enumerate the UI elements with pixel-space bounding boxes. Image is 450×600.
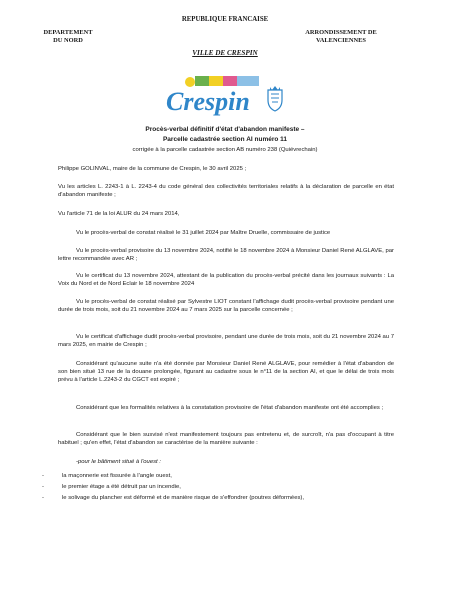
coat-of-arms-icon [268,86,282,111]
title-line-2: Parcelle cadastrée section AI numéro 11 [162,136,288,143]
logo-stripe-yellow [209,76,223,86]
paragraph-posting: Vu le procès-verbal de constat réalisé par Sylvestre LIOT constant l'affichage dudit procès-verbal provisoire pendant une durée de trois mois, soit du 21 novembre 2024 au 7 mars 2025 sur la parcelle concernée ; [58,299,394,314]
paragraph-articles: Vu les articles L. 2243-1 à L. 2243-4 du code général des collectivités territoriales relatifs à la déclaration de parcelle en état d'abandon manifeste ; [58,184,394,199]
logo-wordmark: Crespin [166,87,250,116]
list-item-text: le solivage du plancher est déformé et de manière risque de s'effondrer (poutres déformées), [62,495,305,501]
paragraph-certificate: Vu le certificat du 13 novembre 2024, attestant de la publication du procès-verbal précité dans les journaux suivants : La Voix du Nord et de Nord Eclair le 18 novembre 2024 [58,273,394,288]
paragraph-mayor: Philippe GOLINVAL, maire de la commune de Crespin, le 30 avril 2025 ; [58,166,247,172]
paragraph-no-response: Considérant qu'aucune suite n'a été donnée par Monsieur Daniel René ALGLAVE, pour remédier à l'état d'abandon de son bien situé 13 rue de la douane prolongée, figurant au cadastre sous le n°11 de la section AI, et que le délai de trois mois prévu à l'article L.2243-2 du CGCT est expiré ; [58,361,394,384]
document-title [0,125,450,145]
paragraph-alur: Vu l'article 71 de la loi ALUR du 24 mars 2014, [58,211,180,217]
logo-sun-icon [185,77,195,87]
paragraph-posting-certificate: Vu le certificat d'affichage dudit procès-verbal provisoire, pendant une durée de trois mois, soit du 21 novembre 2024 au 7 mars 2025, en mairie de Crespin ; [58,334,394,349]
department-label [30,29,106,44]
logo-stripe-green [195,76,209,86]
arrondissement-line-1: ARRONDISSEMENT DE [305,29,377,36]
paragraph-condition: Considérant que le bien susvisé n'est manifestement toujours pas entretenu et, de surcroît, n'a pas d'occupant à titre habituel ; qu'en effet, l'état d'abandon se caractérise de la manière suivante : [58,432,394,447]
arrondissement-line-2: VALENCIENNES [316,36,366,44]
logo-stripe-blue [237,76,259,86]
paragraph-provisional: Vu le procès-verbal provisoire du 13 novembre 2024, notifié le 18 novembre 2024 à Monsieur Daniel René ALGLAVE, par lettre recommandée avec AR ; [58,248,394,263]
list-item: - le solivage du plancher est déformé et de manière risque de s'effondrer (poutres déformées), [42,495,305,501]
list-item-text: le premier étage a été détruit par un incendie, [62,484,181,490]
arrondissement-label [286,29,396,44]
department-line-1: DEPARTEMENT [43,29,93,36]
department-line-2: DU NORD [53,36,83,44]
logo-stripe-pink [223,76,237,86]
list-item: - le premier étage a été détruit par un incendie, [42,484,181,490]
paragraph-west-building: -pour le bâtiment situé à l'ouest : [76,459,161,465]
list-item-text: la maçonnerie est fissurée à l'angle ouest, [62,473,172,479]
crespin-logo [160,72,290,118]
city-heading: VILLE DE CRESPIN [192,49,258,57]
title-line-1: Procès-verbal définitif d'état d'abandon manifeste – [145,126,305,133]
paragraph-formalities: Considérant que les formalités relatives à la constatation provisoire de l'état d'abandon manifeste ont été accomplies ; [76,405,384,411]
title-correction: corrigée à la parcelle cadastrée section AB numéro 238 (Quiévrechain) [132,147,318,153]
paragraph-constat: Vu le procès-verbal de constat réalisé le 31 juillet 2024 par Maître Druelle, commissaire de justice [76,230,331,236]
list-item: - la maçonnerie est fissurée à l'angle ouest, [42,473,172,479]
republic-heading: REPUBLIQUE FRANCAISE [181,16,269,23]
